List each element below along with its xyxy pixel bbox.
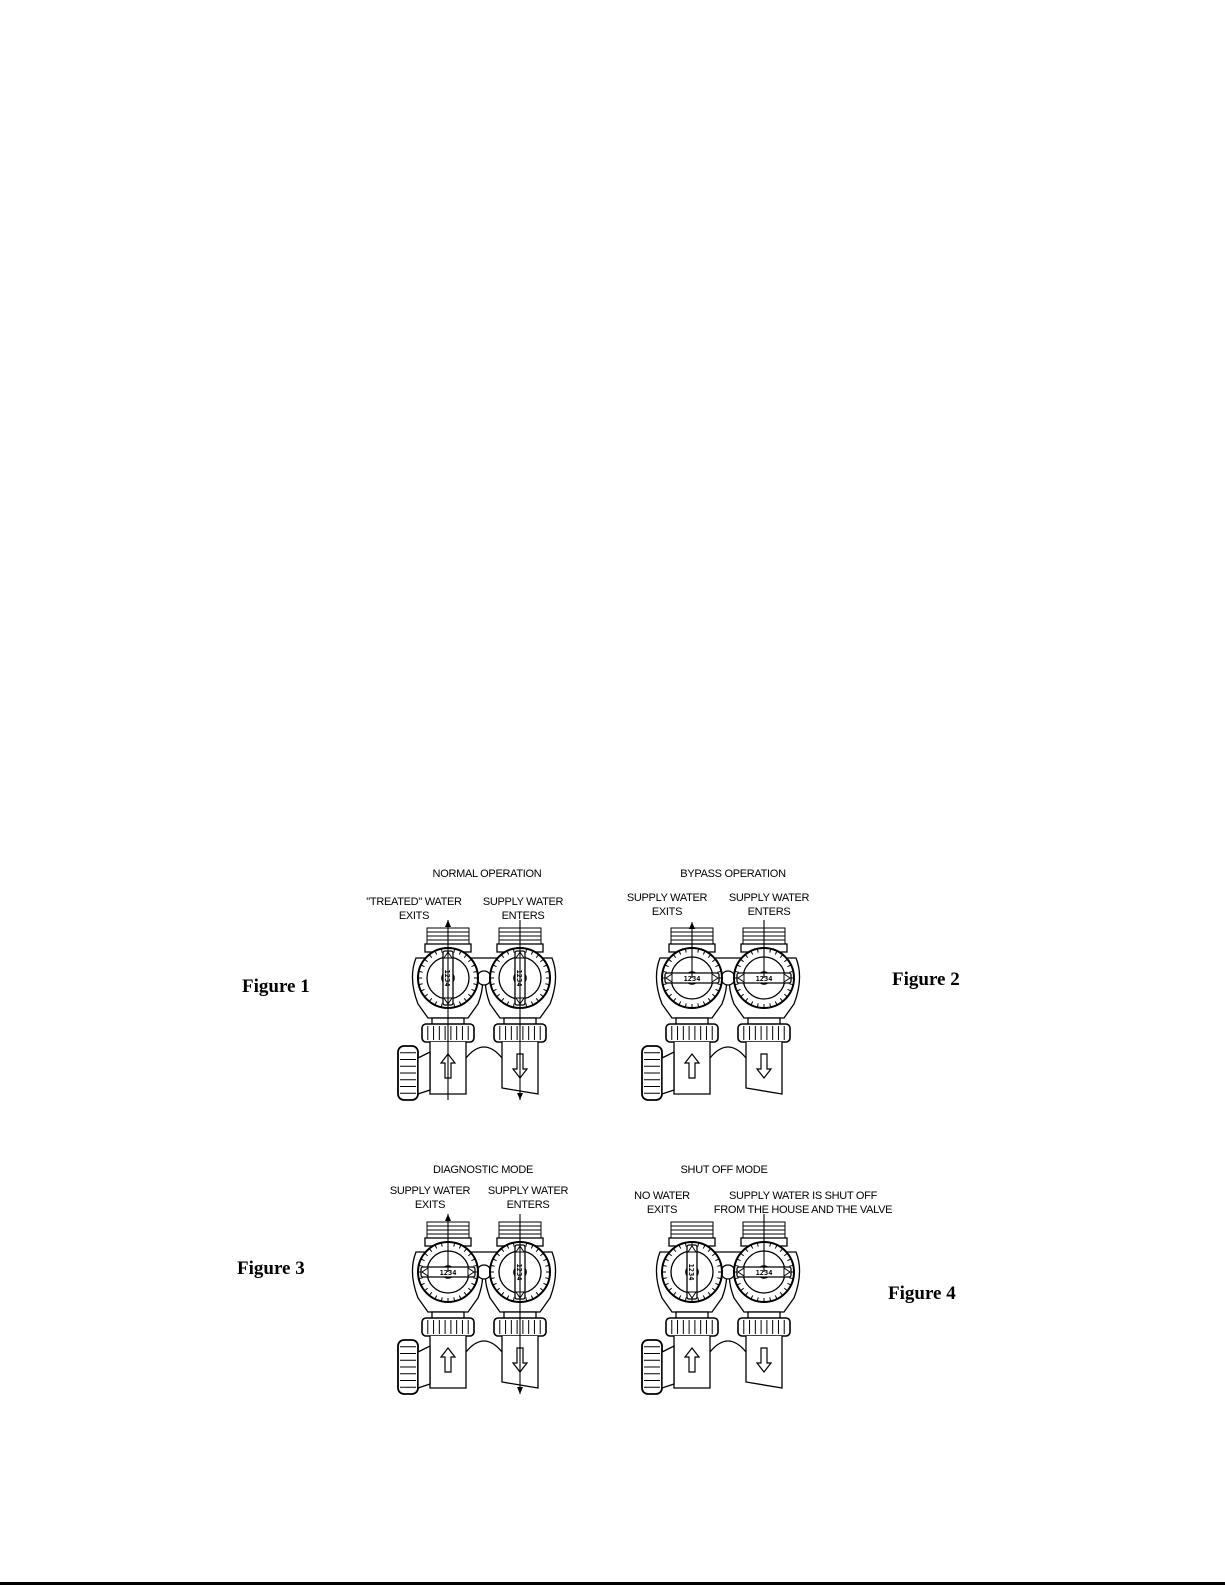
figure-2-bypass-valve-drawing-left-knob-marking: 1234: [683, 975, 701, 983]
figure-2-left-label-line-1: SUPPLY WATER: [626, 892, 708, 904]
figure-3-left-label-line-1: SUPPLY WATER: [389, 1185, 471, 1197]
figure-4-bypass-valve-drawing-center-bolt: [721, 1265, 735, 1279]
figure-4-right-label-line-1: SUPPLY WATER IS SHUT OFF: [728, 1190, 878, 1202]
figure-3-caption: Figure 3: [237, 1258, 305, 1279]
figure-4-caption: Figure 4: [888, 1283, 956, 1304]
figure-4-bypass-valve-drawing-side-neck: [662, 1346, 674, 1388]
figure-2-bypass-valve-drawing-lower-bridge: [710, 1047, 746, 1058]
figure-4-bypass-valve-drawing: [624, 1212, 824, 1402]
figure-4-left-label-line-1: NO WATER: [634, 1190, 690, 1202]
figure-1-bypass-valve-drawing-left-knob-marking: 1234: [443, 969, 451, 987]
figure-1-heading: NORMAL OPERATION: [432, 868, 542, 880]
figure-2-bypass-valve-drawing-supply-exit-line-head: [689, 922, 695, 929]
figure-1-bypass-valve-drawing-side-neck: [418, 1052, 430, 1094]
figure-3-bypass-valve-drawing-lower-bridge: [466, 1341, 502, 1352]
figure-3-bypass-valve-drawing-side-neck: [418, 1346, 430, 1388]
figure-4-bypass-valve-drawing-left-port-threads: [671, 1230, 713, 1234]
figure-1-right-label-line-2: ENTERS: [501, 910, 545, 922]
figure-3-bypass-valve-drawing-right-knob-marking: 1234: [515, 1263, 523, 1281]
figure-1-right-label-line-1: SUPPLY WATER: [482, 896, 564, 908]
figure-3-bypass-valve-drawing-supply-exit-line-head: [445, 1214, 451, 1221]
figure-4-bypass-valve-drawing-right-nut: [738, 1318, 790, 1336]
figure-4-bypass-valve-drawing-left-knob-marking: 1234: [687, 1263, 695, 1281]
figure-2-heading: BYPASS OPERATION: [680, 868, 786, 880]
figure-2-bypass-valve-drawing-left-nut: [666, 1024, 718, 1042]
figure-2-left-label-line-2: EXITS: [651, 906, 683, 918]
figure-4-bypass-valve-drawing-left-port-threads: [671, 1226, 713, 1230]
figure-3-bypass-valve-drawing: [380, 1212, 580, 1402]
figure-3-bypass-valve-drawing-left-knob-marking: 1234: [439, 1269, 457, 1277]
figure-4-left-label-line-2: EXITS: [646, 1204, 678, 1216]
figure-2-right-label: [729, 891, 809, 919]
figure-2-bypass-valve-drawing-right-nut: [738, 1024, 790, 1042]
figure-4-right-label-line-2: FROM THE HOUSE AND THE VALVE: [713, 1204, 893, 1216]
figure-2-right-label-line-1: SUPPLY WATER: [728, 892, 810, 904]
figure-1-bypass-valve-drawing-center-bolt: [477, 971, 491, 985]
figure-3-right-label-line-1: SUPPLY WATER: [487, 1185, 569, 1197]
figure-2-caption: Figure 2: [892, 969, 960, 990]
figure-2-bypass-valve-drawing-side-neck: [662, 1052, 674, 1094]
figure-2-bypass-valve-drawing: [624, 918, 824, 1108]
figure-3-right-label: [488, 1184, 568, 1212]
figure-4-bypass-valve-drawing-left-port-threads: [671, 1222, 713, 1226]
figure-4-bypass-valve-drawing-lower-bridge: [710, 1341, 746, 1352]
figure-3-right-label-line-2: ENTERS: [506, 1199, 550, 1211]
figure-4-heading: SHUT OFF MODE: [680, 1164, 768, 1176]
figure-1-bypass-valve-drawing-lower-bridge: [466, 1047, 502, 1058]
figure-3-bypass-valve-drawing-supply-enter-line-head: [517, 1387, 523, 1394]
figure-3-bypass-valve-drawing-center-bolt: [477, 1265, 491, 1279]
figure-3-left-label: [390, 1184, 470, 1212]
figure-3-bypass-valve-drawing-left-nut: [422, 1318, 474, 1336]
figure-1-bypass-valve-drawing-supply-enter-line-head: [517, 1093, 523, 1100]
figure-1-bypass-valve-drawing: [380, 918, 580, 1108]
figure-4-bypass-valve-drawing-right-knob-marking: 1234: [755, 1269, 773, 1277]
figure-4-bypass-valve-drawing-left-nut: [666, 1318, 718, 1336]
figure-1-caption: Figure 1: [242, 976, 310, 997]
figure-1-left-label-line-2: EXITS: [398, 910, 430, 922]
figure-2-bypass-valve-drawing-center-bolt: [721, 971, 735, 985]
figure-2-left-label: [627, 891, 707, 919]
figure-2-bypass-valve-drawing-right-knob-marking: 1234: [755, 975, 773, 983]
figure-1-bypass-valve-drawing-right-knob-marking: 1234: [515, 969, 523, 987]
figure-3-left-label-line-2: EXITS: [414, 1199, 446, 1211]
figure-3-heading: DIAGNOSTIC MODE: [432, 1164, 534, 1176]
figure-1-left-label-line-1: "TREATED" WATER: [366, 896, 462, 908]
figure-2-right-label-line-2: ENTERS: [747, 906, 791, 918]
figure-1-bypass-valve-drawing-treated-exit-line-head: [445, 920, 451, 927]
